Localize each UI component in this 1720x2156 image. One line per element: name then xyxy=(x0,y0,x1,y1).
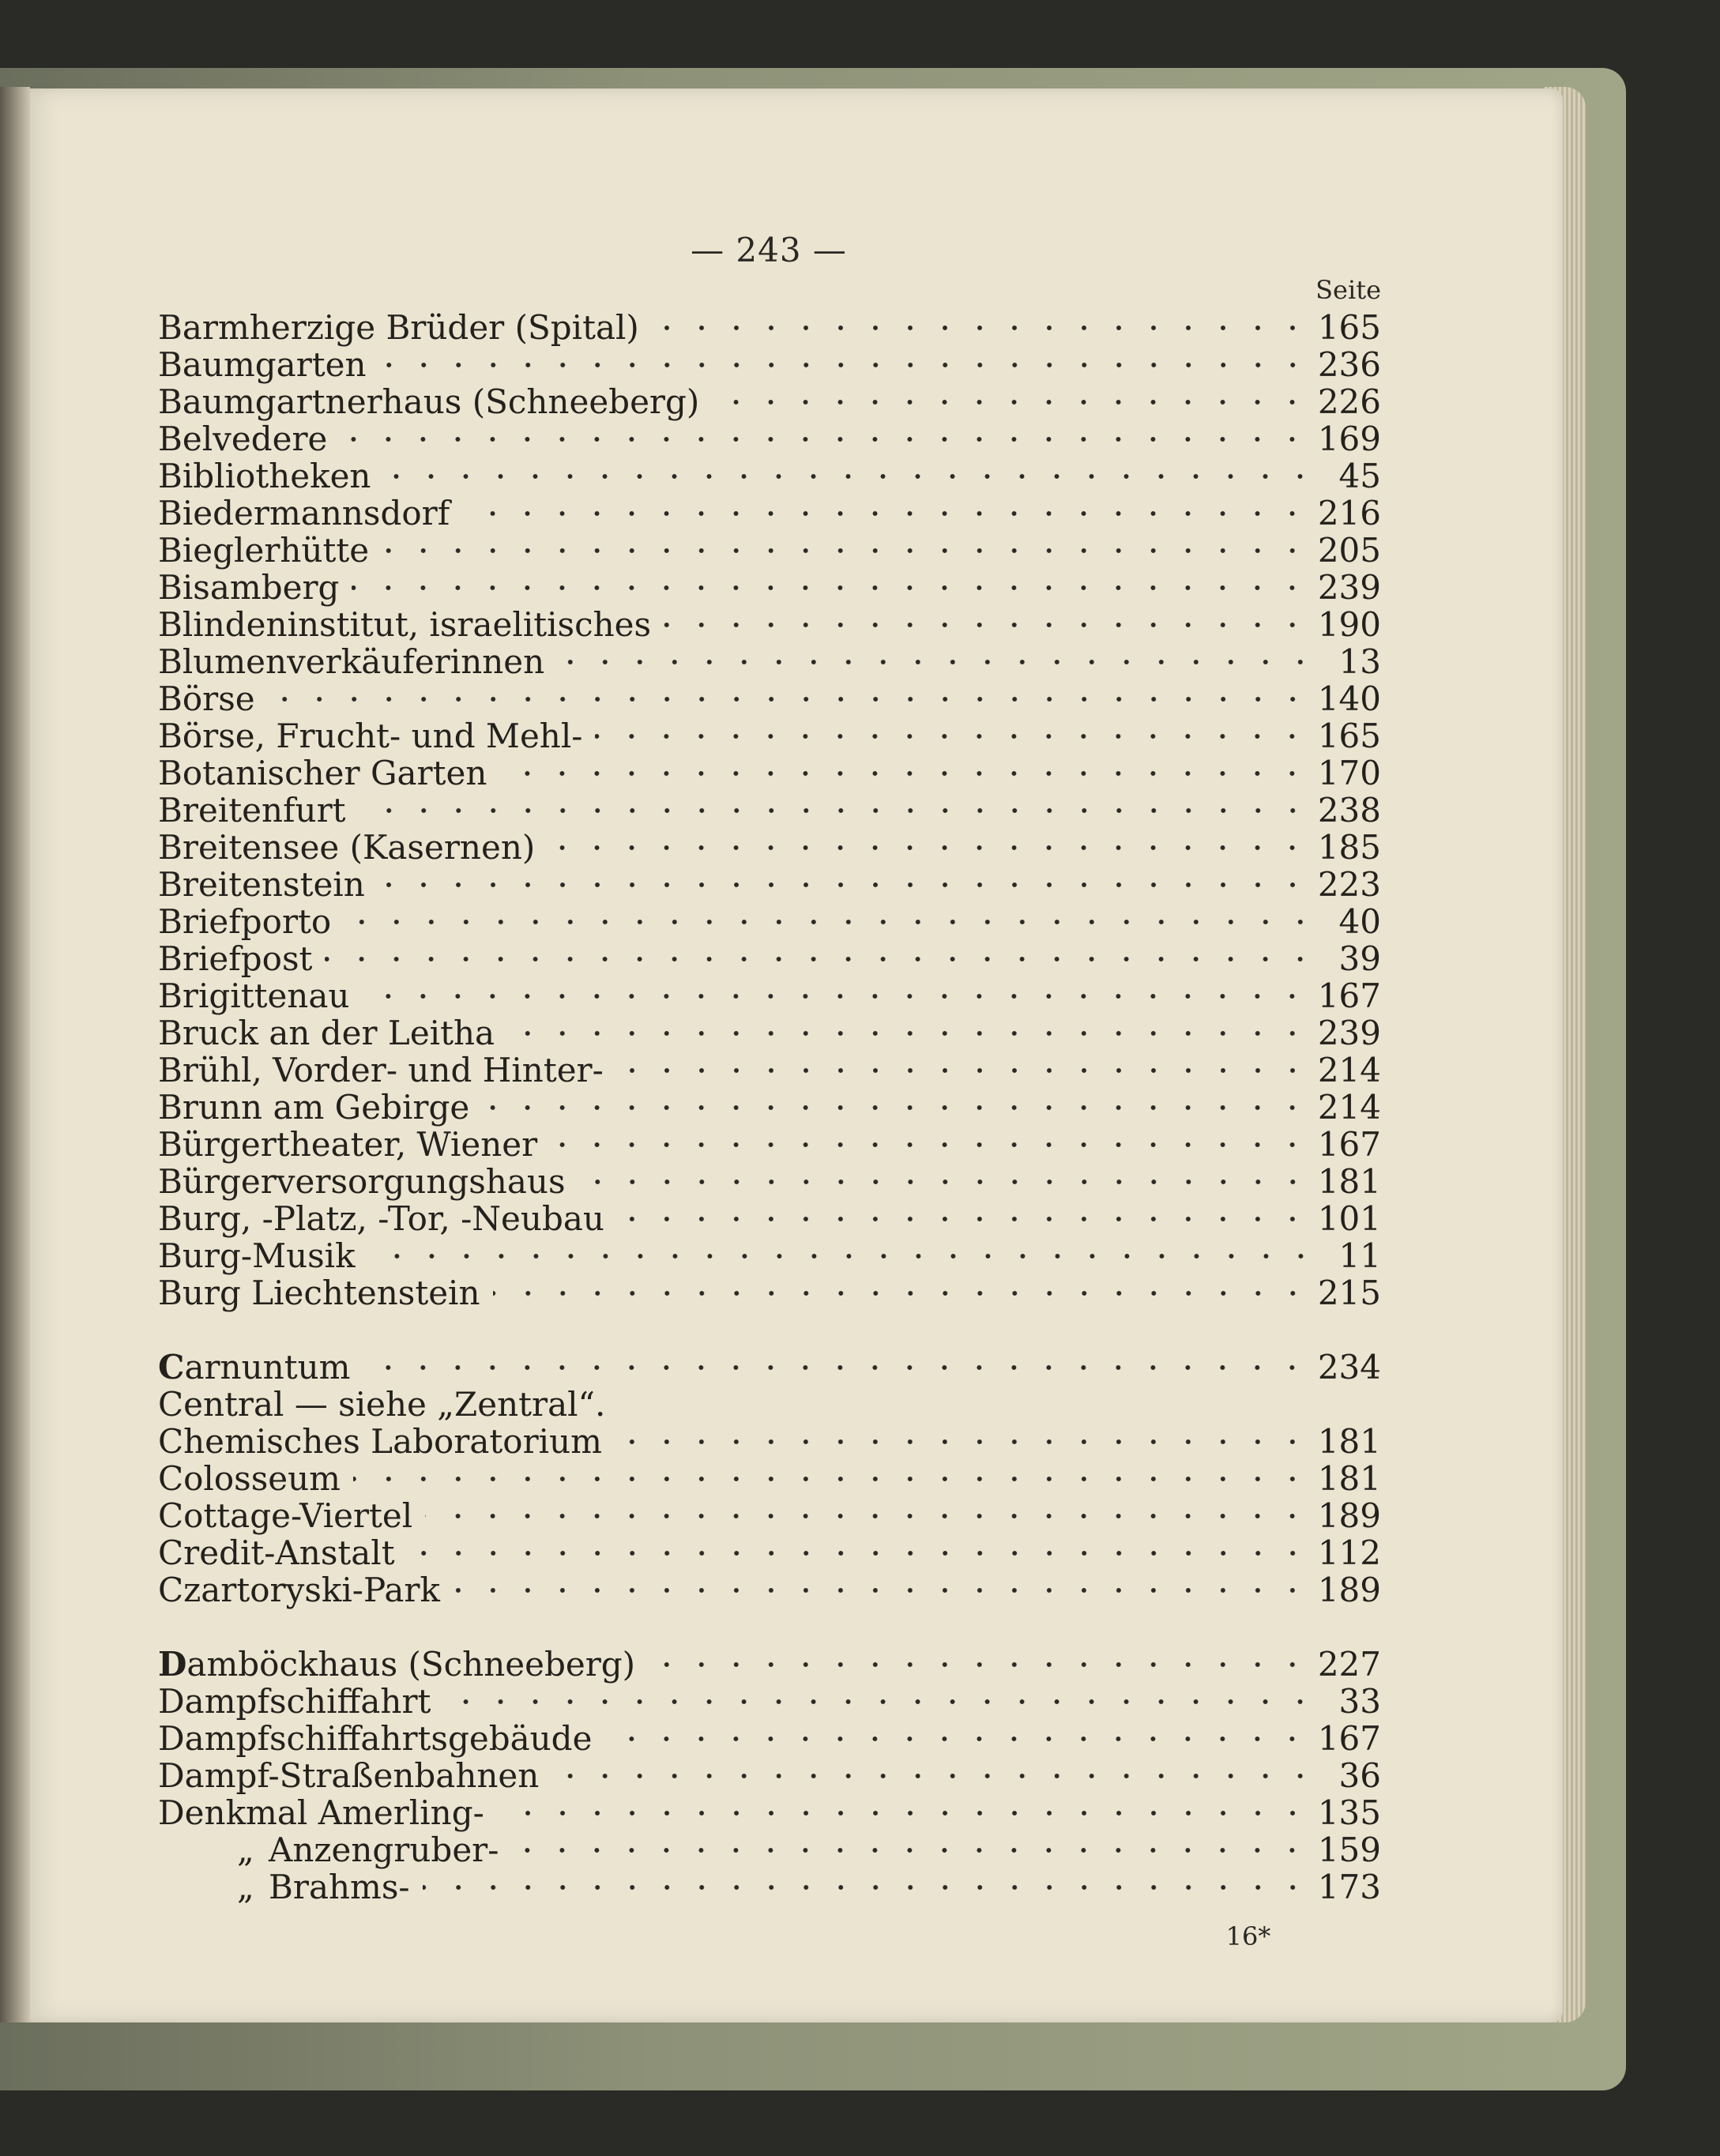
index-entry xyxy=(158,607,1381,643)
entry-label xyxy=(158,1832,499,1868)
index-entry-cross-reference xyxy=(158,1387,1381,1423)
printer-signature-mark: 16* xyxy=(1225,1921,1271,1951)
entry-label-sub: Amerling- xyxy=(318,1793,484,1832)
leader-dots xyxy=(578,1171,1310,1193)
index-entry xyxy=(158,755,1381,792)
entry-page: 238 xyxy=(1317,791,1381,830)
leader-dots xyxy=(712,391,1310,413)
leader-dots xyxy=(423,1876,1310,1898)
entry-label: Central — siehe „Zentral“. xyxy=(158,1385,606,1424)
index-entry xyxy=(158,1275,1381,1311)
page-title: — 243 — xyxy=(691,231,847,269)
entry-label: Breitenfurt xyxy=(158,791,346,830)
entry-label: Börse, Frucht- und Mehl- xyxy=(158,717,583,755)
entry-label: Bisamberg xyxy=(158,568,340,607)
entry-label xyxy=(158,1869,410,1906)
index-entry xyxy=(158,1052,1381,1089)
entry-label: Dampf-Straßenbahnen xyxy=(158,1756,540,1795)
index-entry xyxy=(158,1015,1381,1052)
index-entry xyxy=(158,495,1381,532)
entry-page: 185 xyxy=(1317,828,1381,867)
entry-page: 173 xyxy=(1317,1868,1381,1906)
index-entry xyxy=(158,830,1381,866)
index-entry xyxy=(158,644,1381,680)
leader-dots xyxy=(340,428,1309,450)
entry-page: 167 xyxy=(1317,1125,1381,1164)
entry-page: 167 xyxy=(1317,1719,1381,1758)
leader-dots xyxy=(507,1022,1310,1044)
leader-dots xyxy=(648,1654,1310,1676)
index-entry xyxy=(158,1127,1381,1163)
entry-label: Burg Liechtenstein xyxy=(158,1274,480,1312)
entry-page: 181 xyxy=(1317,1459,1381,1498)
leader-dots xyxy=(363,1356,1309,1379)
leader-dots xyxy=(379,354,1310,376)
index-entry xyxy=(158,310,1381,346)
leader-dots xyxy=(443,1691,1318,1713)
entry-label: Credit-Anstalt xyxy=(158,1533,395,1572)
entry-page: 181 xyxy=(1317,1162,1381,1201)
entry-label: Börse xyxy=(158,679,255,718)
entry-label: Botanischer Garten xyxy=(158,754,487,792)
leader-dots xyxy=(652,317,1310,339)
entry-label: Czartoryski-Park xyxy=(158,1571,440,1609)
entry-label: Briefpost xyxy=(158,939,313,978)
page-column-label: Seite xyxy=(1315,275,1381,305)
leader-dots xyxy=(368,1245,1318,1267)
entry-label: Chemisches Laboratorium xyxy=(158,1422,602,1461)
entry-label: Blindeninstitut, israelitisches xyxy=(158,605,652,644)
leader-dots xyxy=(359,800,1310,822)
entry-page: 165 xyxy=(1317,717,1381,755)
entry-label: Colosseum xyxy=(158,1459,341,1498)
entry-page: 11 xyxy=(1338,1236,1381,1275)
entry-label xyxy=(158,1795,484,1831)
section-initial: D xyxy=(158,1645,187,1684)
entry-label: Burg, -Platz, -Tor, -Neubau xyxy=(158,1199,604,1238)
entry-page: 234 xyxy=(1317,1348,1381,1387)
entry-label: Blumenverkäuferinnen xyxy=(158,642,545,681)
section-initial: C xyxy=(158,1348,185,1387)
leader-dots xyxy=(604,1728,1309,1750)
entry-label: Bruck an der Leitha xyxy=(158,1014,495,1052)
leader-dots xyxy=(462,502,1310,525)
leader-dots xyxy=(551,1765,1318,1787)
index-entry xyxy=(158,1721,1381,1757)
leader-dots xyxy=(497,1802,1310,1824)
entry-label: Breitensee (Kasernen) xyxy=(158,828,536,867)
entry-page: 214 xyxy=(1317,1088,1381,1127)
entry-page: 236 xyxy=(1317,345,1381,384)
entry-label: Brigittenau xyxy=(158,976,350,1015)
leader-dots xyxy=(482,1097,1310,1119)
index-entry xyxy=(158,458,1381,495)
leader-dots xyxy=(268,688,1310,710)
ditto-mark: „ xyxy=(237,1831,254,1869)
leader-dots xyxy=(453,1579,1310,1601)
entry-page: 239 xyxy=(1317,568,1381,607)
entry-label-head: Denkmal xyxy=(158,1793,308,1832)
entry-label: Belvedere xyxy=(158,420,328,458)
index-entry xyxy=(158,532,1381,569)
entry-label-rest: arnuntum xyxy=(184,1348,351,1387)
index-entry xyxy=(158,904,1381,940)
index-entry xyxy=(158,1795,1381,1831)
entry-page: 45 xyxy=(1338,457,1381,495)
leader-dots xyxy=(616,1059,1310,1082)
leader-dots xyxy=(382,540,1310,562)
leader-dots xyxy=(362,985,1309,1007)
entry-page: 215 xyxy=(1317,1274,1381,1312)
entry-page: 33 xyxy=(1338,1682,1381,1721)
entry-page: 101 xyxy=(1317,1199,1381,1238)
index-entry xyxy=(158,1832,1381,1868)
entry-label-sub: Anzengruber- xyxy=(269,1831,499,1869)
entry-page: 226 xyxy=(1317,382,1381,421)
leader-dots xyxy=(499,762,1309,785)
entry-page: 165 xyxy=(1317,308,1381,347)
leader-dots xyxy=(557,651,1318,673)
entry-page: 227 xyxy=(1317,1645,1381,1684)
leader-dots xyxy=(408,1542,1310,1564)
entry-page: 135 xyxy=(1317,1793,1381,1832)
entry-label xyxy=(158,1646,635,1683)
index-entry xyxy=(158,1572,1381,1609)
entry-label: Bibliotheken xyxy=(158,457,371,495)
entry-page: 189 xyxy=(1317,1496,1381,1535)
entry-page: 190 xyxy=(1317,605,1381,644)
leader-dots xyxy=(615,1431,1310,1453)
index-entry xyxy=(158,1424,1381,1460)
leader-dots xyxy=(352,577,1309,599)
index-entry xyxy=(158,1869,1381,1906)
leader-dots xyxy=(344,911,1318,933)
entry-label: Bürgertheater, Wiener xyxy=(158,1125,538,1164)
index-entry xyxy=(158,941,1381,977)
index-entry xyxy=(158,347,1381,383)
index-entry xyxy=(158,1684,1381,1720)
entry-label: Bürgerversorgungshaus xyxy=(158,1162,566,1201)
leader-dots xyxy=(548,837,1310,859)
entry-page: 205 xyxy=(1317,531,1381,570)
index-entry xyxy=(158,718,1381,754)
leader-dots xyxy=(550,1134,1310,1156)
leader-dots xyxy=(425,1505,1310,1527)
entry-page: 239 xyxy=(1317,1014,1381,1052)
entry-label: Burg-Musik xyxy=(158,1236,356,1275)
index-entry xyxy=(158,1535,1381,1571)
entry-page: 112 xyxy=(1317,1533,1381,1572)
entry-page: 159 xyxy=(1317,1831,1381,1869)
entry-label: Bieglerhütte xyxy=(158,531,370,570)
entry-page: 170 xyxy=(1317,754,1381,792)
entry-page: 39 xyxy=(1338,939,1381,978)
leader-dots xyxy=(595,725,1309,747)
entry-label: Biedermannsdorf xyxy=(158,494,450,532)
entry-page: 140 xyxy=(1317,679,1381,718)
index-entry xyxy=(158,867,1381,903)
ditto-mark: „ xyxy=(237,1868,254,1906)
leader-dots xyxy=(353,1468,1310,1490)
entry-page: 223 xyxy=(1317,865,1381,904)
entry-label-rest: amböckhaus (Schneeberg) xyxy=(186,1645,636,1684)
index-entry xyxy=(158,1461,1381,1497)
index-entry xyxy=(158,1089,1381,1126)
entry-label: Baumgartnerhaus (Schneeberg) xyxy=(158,382,700,421)
index-entry xyxy=(158,1646,1381,1683)
leader-dots xyxy=(325,948,1318,970)
entry-page: 214 xyxy=(1317,1051,1381,1089)
index-entry xyxy=(158,681,1381,717)
index-entry xyxy=(158,1201,1381,1237)
index-entry xyxy=(158,1498,1381,1534)
index-entry xyxy=(158,421,1381,457)
entry-label: Breitenstein xyxy=(158,865,365,904)
entry-page: 189 xyxy=(1317,1571,1381,1609)
entry-page: 216 xyxy=(1317,494,1381,532)
leader-dots xyxy=(493,1282,1310,1304)
leader-dots xyxy=(511,1839,1309,1861)
index-entry xyxy=(158,1164,1381,1200)
entry-page: 181 xyxy=(1317,1422,1381,1461)
entry-page: 13 xyxy=(1338,642,1381,681)
entry-page: 40 xyxy=(1338,902,1381,941)
entry-label: Dampfschiffahrt xyxy=(158,1682,431,1721)
entry-label: Briefporto xyxy=(158,902,332,941)
entry-label: Cottage-Viertel xyxy=(158,1496,413,1535)
leader-dots xyxy=(383,465,1318,487)
entry-label: Brunn am Gebirge xyxy=(158,1088,470,1127)
entry-page: 169 xyxy=(1317,420,1381,458)
entry-page: 167 xyxy=(1317,976,1381,1015)
index-entry xyxy=(158,384,1381,420)
entry-label: Baumgarten xyxy=(158,345,367,384)
entry-label: Brühl, Vorder- und Hinter- xyxy=(158,1051,604,1089)
index-entry xyxy=(158,570,1381,606)
entry-label: Dampfschiffahrtsgebäude xyxy=(158,1719,593,1758)
index-entry xyxy=(158,1238,1381,1274)
index-entry xyxy=(158,978,1381,1014)
entry-label-sub: Brahms- xyxy=(269,1868,410,1906)
leader-dots xyxy=(617,1208,1310,1230)
index-entry xyxy=(158,1349,1381,1386)
leader-dots xyxy=(664,614,1310,636)
entry-label: Barmherzige Brüder (Spital) xyxy=(158,308,639,347)
entry-page: 36 xyxy=(1338,1756,1381,1795)
entry-label xyxy=(158,1349,350,1386)
leader-dots xyxy=(378,874,1310,896)
index-entry xyxy=(158,1758,1381,1794)
index-entry xyxy=(158,792,1381,829)
